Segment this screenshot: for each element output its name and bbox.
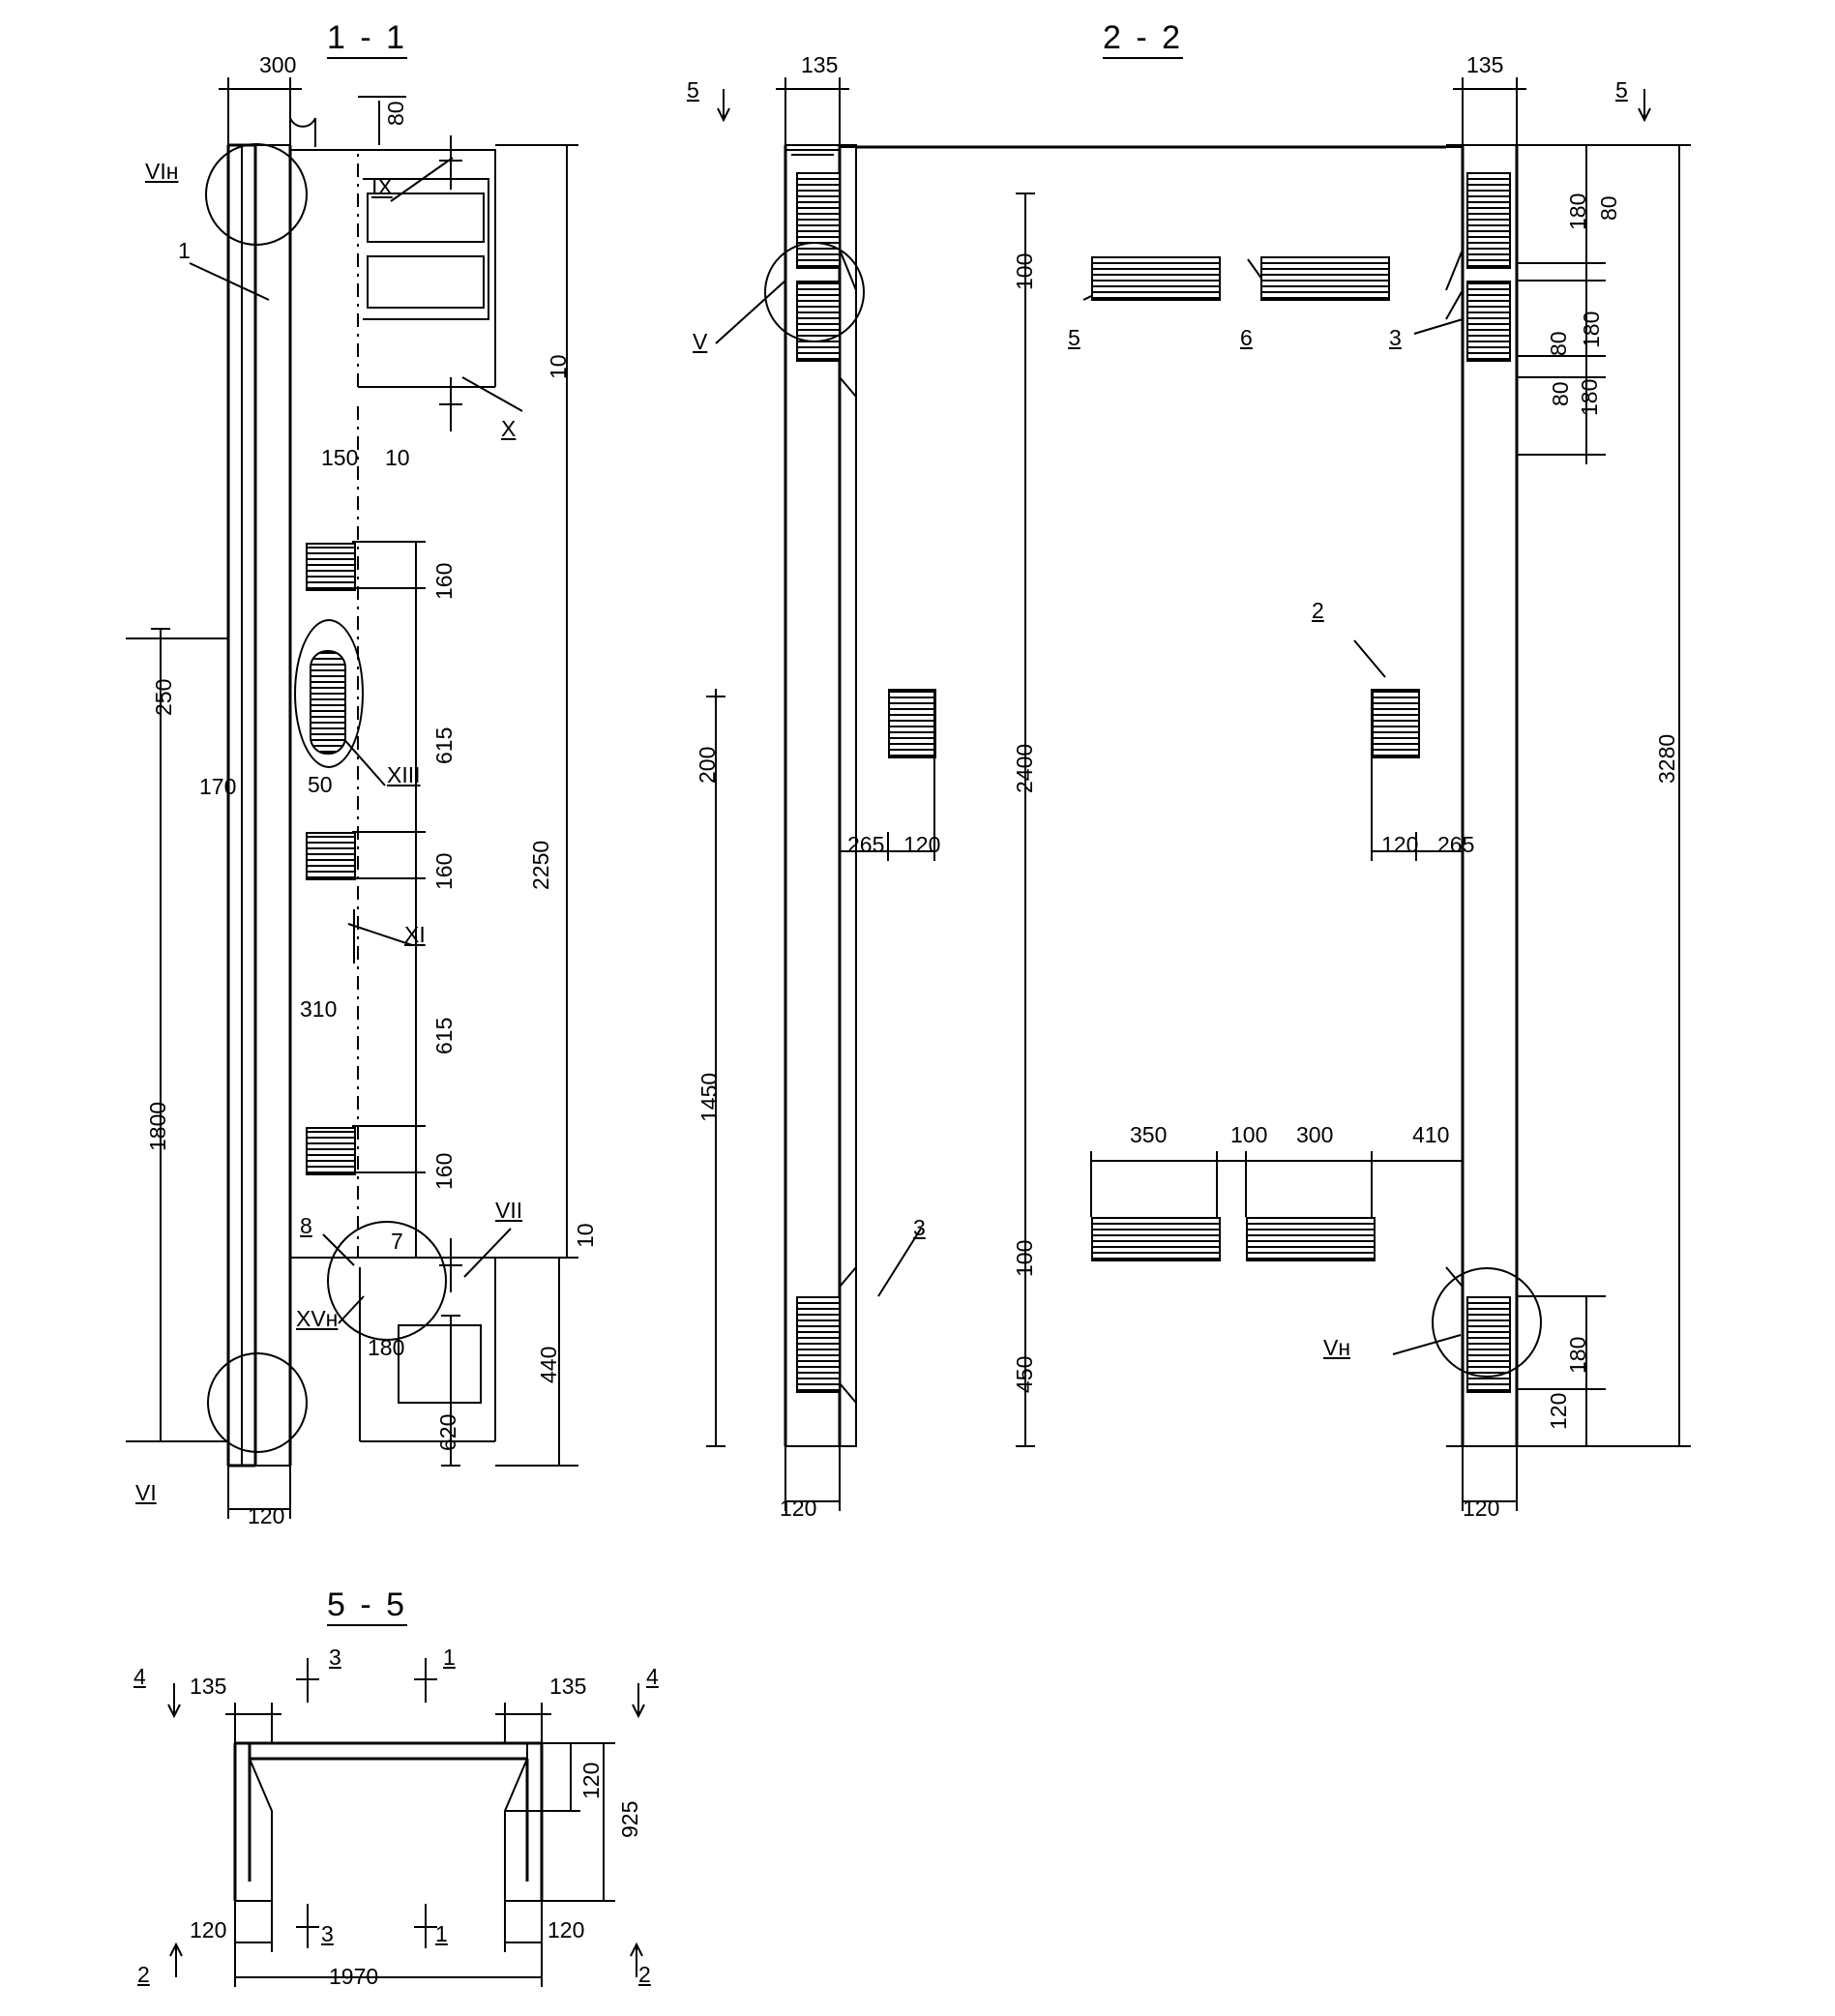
dim-615-a: 615 — [431, 726, 457, 764]
dim-80: 80 — [383, 101, 408, 126]
dim-180-r1: 180 — [1565, 193, 1590, 230]
mark-xiii: XIII — [387, 762, 421, 787]
dim-180-bottom: 180 — [1565, 1336, 1590, 1374]
dim-450: 450 — [1012, 1355, 1037, 1393]
dim-160-b: 160 — [431, 852, 457, 890]
mark-v: V — [693, 329, 708, 354]
callout-6: 6 — [1240, 325, 1253, 350]
mark-5-right: 5 — [1615, 77, 1628, 103]
dim-10-mid: 10 — [385, 445, 410, 470]
dim-310: 310 — [300, 996, 338, 1022]
mark55-4-left: 4 — [133, 1664, 146, 1689]
dim-180-r3: 180 — [1577, 378, 1602, 416]
dim-80-r1: 80 — [1596, 195, 1621, 221]
dim-120-left: 120 — [903, 832, 941, 857]
callout-3-top: 3 — [1389, 325, 1402, 350]
mark-vi-n: VIн — [145, 159, 179, 184]
callout-2: 2 — [1312, 598, 1324, 623]
dim-300: 300 — [1296, 1122, 1334, 1147]
dim55-120-left: 120 — [190, 1917, 227, 1942]
mark55-3-top: 3 — [329, 1645, 341, 1670]
dim-120-right: 120 — [1381, 832, 1419, 857]
dim55-1970: 1970 — [329, 1964, 379, 1989]
dim-10-low: 10 — [573, 1223, 598, 1248]
mark-5-left: 5 — [687, 77, 699, 103]
dim-350: 350 — [1130, 1122, 1168, 1147]
dim-200: 200 — [695, 746, 720, 784]
dim-265-left: 265 — [847, 832, 885, 857]
dim-135-left: 135 — [801, 52, 839, 77]
dim-1800: 1800 — [145, 1101, 170, 1151]
mark55-1-bottom: 1 — [435, 1921, 448, 1946]
dim-170: 170 — [199, 774, 237, 799]
callout-5: 5 — [1068, 325, 1080, 350]
dim-440: 440 — [536, 1346, 561, 1383]
view-2-2-title: 2 - 2 — [1103, 19, 1183, 59]
mark55-1-top: 1 — [443, 1645, 456, 1670]
dim-100-bottom: 100 — [1012, 1239, 1037, 1277]
dim-135-right: 135 — [1466, 52, 1504, 77]
dim-160-a: 160 — [431, 562, 457, 600]
mark-ix: IX — [371, 174, 393, 199]
dim-1450: 1450 — [696, 1072, 722, 1122]
dim-300: 300 — [259, 52, 297, 77]
view-1-1-title: 1 - 1 — [327, 19, 407, 59]
dim55-135-right: 135 — [549, 1674, 587, 1699]
dim-615-b: 615 — [431, 1017, 457, 1054]
mark55-2-left: 2 — [137, 1962, 150, 1987]
mark55-3-bottom: 3 — [321, 1921, 334, 1946]
dim-120-br: 120 — [1463, 1496, 1500, 1521]
dim-120-bottom: 120 — [248, 1503, 285, 1528]
dim-180-r2: 180 — [1579, 311, 1604, 348]
dim-250: 250 — [151, 678, 176, 716]
view-5-5-title: 5 - 5 — [327, 1586, 407, 1626]
callout-3-bottom: 3 — [913, 1215, 926, 1240]
mark-vii: VII — [495, 1198, 523, 1223]
dim-120-bottom2: 120 — [1546, 1392, 1571, 1430]
dim55-135-left: 135 — [190, 1674, 227, 1699]
mark55-2-right: 2 — [638, 1962, 651, 1987]
mark-v-n: Vн — [1323, 1335, 1351, 1360]
callout-8: 8 — [300, 1213, 312, 1238]
dim-100-gap: 100 — [1230, 1122, 1268, 1147]
dim-2250: 2250 — [528, 840, 553, 890]
dim-2400: 2400 — [1012, 743, 1037, 793]
dim-80-r2: 80 — [1546, 331, 1571, 356]
mark-xi: XI — [404, 922, 426, 947]
dim-160-c: 160 — [431, 1152, 457, 1190]
dim-80-r3: 80 — [1548, 381, 1573, 406]
dim55-120: 120 — [578, 1762, 604, 1799]
dim-620: 620 — [435, 1413, 460, 1451]
mark-x: X — [501, 416, 517, 441]
dim-265-right: 265 — [1437, 832, 1475, 857]
callout-7: 7 — [391, 1229, 403, 1254]
dim55-120-right: 120 — [548, 1917, 585, 1942]
dim-3280: 3280 — [1654, 733, 1679, 784]
dim-150: 150 — [321, 445, 359, 470]
dim-120-bl: 120 — [780, 1496, 817, 1521]
dim-100-top: 100 — [1012, 252, 1037, 290]
dim-50: 50 — [308, 772, 333, 797]
dim55-925: 925 — [617, 1800, 642, 1838]
mark55-4-right: 4 — [646, 1664, 659, 1689]
dim-180: 180 — [368, 1335, 405, 1360]
callout-1: 1 — [178, 238, 191, 263]
mark-vi: VI — [135, 1480, 157, 1505]
dim-410: 410 — [1412, 1122, 1450, 1147]
dim-10-top: 10 — [546, 354, 571, 379]
mark-xv-n: XVн — [296, 1306, 339, 1331]
